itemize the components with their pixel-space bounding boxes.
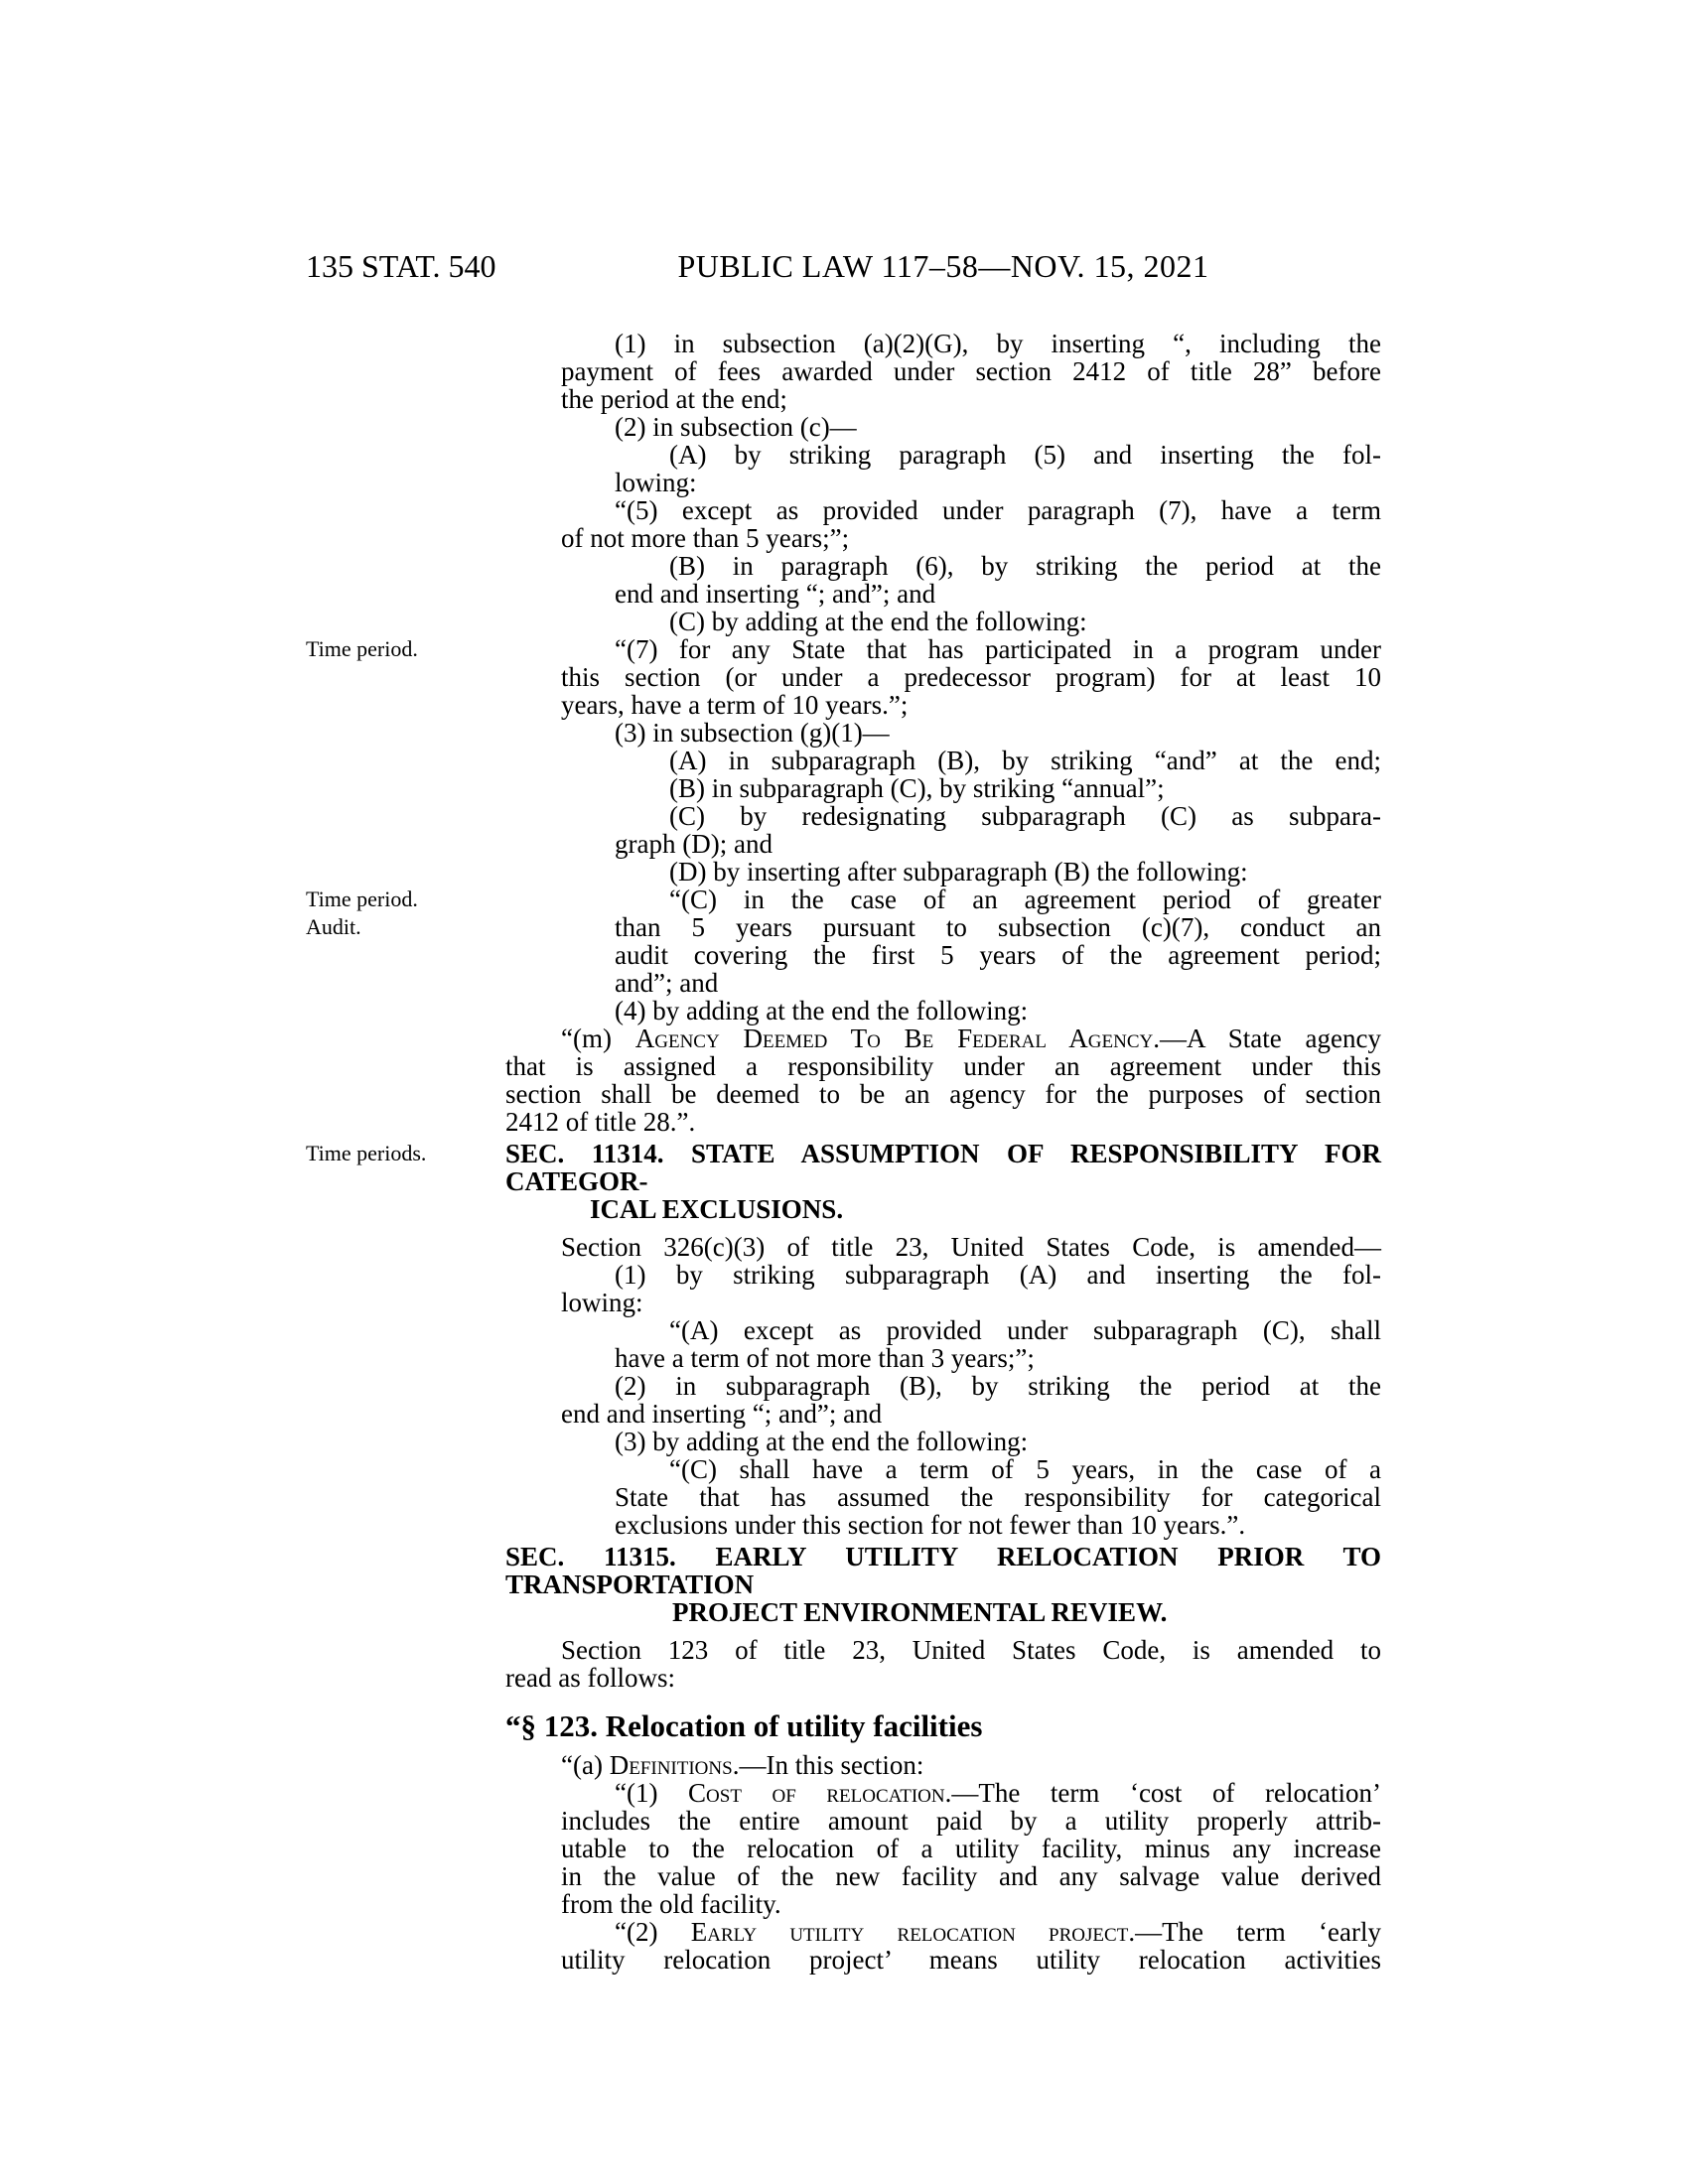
text-run: .—The term ‘early (1128, 1917, 1382, 1947)
text-line (505, 774, 1381, 802)
defined-term-small-caps: Early utility relocation project (690, 1917, 1129, 1947)
text-line (505, 997, 1381, 1024)
text-line (505, 1372, 1381, 1400)
text-line (505, 1664, 1381, 1692)
text-run: read as follows: (505, 1663, 675, 1693)
text-run: exclusions under this section for not fewer than 10 years.”. (615, 1510, 1246, 1540)
margin-note-line: Time period. (306, 636, 418, 661)
text-line (505, 330, 1381, 357)
text-line (505, 830, 1381, 858)
text-line (505, 1233, 1381, 1261)
defined-term-small-caps: Agency Deemed To Be Federal Agency (634, 1024, 1154, 1053)
text-run: payment of fees awarded under section 2412 of title 28” before (561, 356, 1381, 386)
text-line (505, 1024, 1381, 1052)
text-line (505, 1195, 1381, 1223)
text-run: end and inserting “; and”; and (615, 579, 936, 609)
text-run: lowing: (561, 1288, 643, 1317)
text-line (505, 1835, 1381, 1862)
text-line (505, 469, 1381, 496)
text-line (505, 719, 1381, 747)
text-line (505, 552, 1381, 580)
text-line (505, 1779, 1381, 1807)
text-line (505, 635, 1381, 663)
text-run: .—In this section: (732, 1750, 924, 1780)
text-run: Section 326(c)(3) of title 23, United States Code, is amended— (561, 1232, 1381, 1262)
text-line (505, 1344, 1381, 1372)
text-line (505, 1080, 1381, 1108)
text-run: (4) by adding at the end the following: (615, 996, 1029, 1025)
text-run: the period at the end; (561, 384, 787, 414)
text-run: (1) in subsection (a)(2)(G), by inserting “, including the (615, 329, 1381, 358)
text-line (505, 913, 1381, 941)
text-run: (3) by adding at the end the following: (615, 1427, 1029, 1456)
text-run: in the value of the new facility and any salvage value derived (561, 1861, 1381, 1891)
text-line (505, 802, 1381, 830)
text-line (505, 1428, 1381, 1455)
margin-note-time-period (306, 635, 499, 663)
text-line (505, 608, 1381, 635)
text-run: “(2) (615, 1917, 691, 1947)
text-line (505, 1751, 1381, 1779)
text-line (505, 1890, 1381, 1918)
text-line (505, 1709, 1381, 1743)
text-run: have a term of not more than 3 years;”; (615, 1343, 1035, 1373)
text-run: (C) by redesignating subparagraph (C) as subpara- (669, 801, 1381, 831)
text-run: ICAL EXCLUSIONS. (590, 1194, 844, 1224)
text-run: SEC. 11315. EARLY UTILITY RELOCATION PRIOR TO TRANSPORTATION (505, 1542, 1381, 1599)
margin-note-line: Audit. (306, 914, 361, 939)
text-line (505, 1140, 1381, 1195)
text-line (505, 385, 1381, 413)
text-run: audit covering the first 5 years of the agreement period; (615, 940, 1381, 970)
text-line (505, 580, 1381, 608)
text-run: includes the entire amount paid by a utility properly attrib- (561, 1806, 1381, 1836)
text-line (505, 1918, 1381, 1946)
margin-note-time-period-audit (306, 886, 499, 941)
text-run: end and inserting “; and”; and (561, 1399, 883, 1429)
text-line (505, 357, 1381, 385)
text-line (505, 496, 1381, 524)
text-line (505, 1636, 1381, 1664)
defined-term-small-caps: Cost of relocation (688, 1778, 945, 1808)
text-run: (D) by inserting after subparagraph (B) the following: (669, 857, 1248, 887)
text-run: from the old facility. (561, 1889, 781, 1919)
law-title-running-head: PUBLIC LAW 117–58—NOV. 15, 2021 (677, 248, 1209, 284)
text-run: (A) in subparagraph (B), by striking “and” at the end; (669, 746, 1381, 775)
text-run: “§ 123. Relocation of utility facilities (505, 1708, 983, 1743)
text-run: lowing: (615, 468, 697, 497)
text-run: 2412 of title 28.”. (505, 1107, 696, 1137)
text-run: years, have a term of 10 years.”; (561, 690, 909, 720)
text-line (505, 441, 1381, 469)
text-line (505, 1400, 1381, 1428)
text-line (505, 1455, 1381, 1483)
text-line (505, 1511, 1381, 1539)
text-line (505, 1598, 1381, 1626)
text-line (505, 969, 1381, 997)
text-line (505, 1316, 1381, 1344)
text-run: State that has assumed the responsibility for categorical (615, 1482, 1381, 1512)
text-run: (A) by striking paragraph (5) and inserting the fol- (669, 440, 1381, 470)
text-run: “(7) for any State that has participated in a program under (615, 634, 1381, 664)
text-line (505, 1543, 1381, 1598)
text-run: .—The term ‘cost of relocation’ (944, 1778, 1381, 1808)
text-line (505, 691, 1381, 719)
margin-note-line: Time period. (306, 887, 418, 911)
text-run: “(5) except as provided under paragraph (7), have a term (615, 495, 1381, 525)
text-run: (B) in paragraph (6), by striking the period at the (669, 551, 1381, 581)
margin-note-time-periods (306, 1140, 499, 1167)
text-run: “(A) except as provided under subparagraph (C), shall (669, 1315, 1381, 1345)
text-line (505, 413, 1381, 441)
text-line (505, 1807, 1381, 1835)
text-line (505, 1483, 1381, 1511)
text-line (505, 941, 1381, 969)
text-line (505, 663, 1381, 691)
text-line (505, 1052, 1381, 1080)
text-line (505, 524, 1381, 552)
text-run: PROJECT ENVIRONMENTAL REVIEW. (672, 1597, 1168, 1627)
text-run: “(C) in the case of an agreement period of greater (669, 885, 1381, 914)
text-run: (2) in subparagraph (B), by striking the period at the (615, 1371, 1381, 1401)
text-line (505, 1108, 1381, 1136)
text-line (505, 1946, 1381, 1974)
text-run: utility relocation project’ means utility relocation activities (561, 1945, 1381, 1975)
text-run: “(m) (561, 1024, 635, 1053)
text-line (505, 1862, 1381, 1890)
text-run: (1) by striking subparagraph (A) and inserting the fol- (615, 1260, 1381, 1290)
text-run: (3) in subsection (g)(1)— (615, 718, 890, 748)
text-run: and”; and (615, 968, 719, 998)
text-line (505, 747, 1381, 774)
margin-note-line: Time periods. (306, 1141, 427, 1165)
text-run: utable to the relocation of a utility facility, minus any increase (561, 1834, 1381, 1863)
text-line (505, 1289, 1381, 1316)
text-run: “(a) (561, 1750, 610, 1780)
page-stat-number: 135 STAT. 540 (306, 248, 496, 284)
text-run: SEC. 11314. STATE ASSUMPTION OF RESPONSIBILITY FOR CATEGOR- (505, 1139, 1381, 1196)
text-run: of not more than 5 years;”; (561, 523, 850, 553)
text-line (505, 886, 1381, 913)
text-run: this section (or under a predecessor program) for at least 10 (561, 662, 1381, 692)
text-run: section shall be deemed to be an agency for the purposes of section (505, 1079, 1381, 1109)
defined-term-small-caps: Definitions (609, 1750, 733, 1780)
text-run: than 5 years pursuant to subsection (c)(7), conduct an (615, 912, 1381, 942)
text-line (505, 858, 1381, 886)
text-run: .—A State agency (1153, 1024, 1381, 1053)
text-run: (2) in subsection (c)— (615, 412, 857, 442)
text-run: (C) by adding at the end the following: (669, 607, 1087, 636)
text-line (505, 1261, 1381, 1289)
text-run: Section 123 of title 23, United States Code, is amended to (561, 1635, 1381, 1665)
text-run: graph (D); and (615, 829, 773, 859)
text-run: “(C) shall have a term of 5 years, in the case of a (669, 1454, 1381, 1484)
text-run: “(1) (615, 1778, 689, 1808)
text-run: that is assigned a responsibility under an agreement under this (505, 1051, 1381, 1081)
text-run: (B) in subparagraph (C), by striking “annual”; (669, 773, 1165, 803)
statute-body-text (505, 330, 1381, 1974)
